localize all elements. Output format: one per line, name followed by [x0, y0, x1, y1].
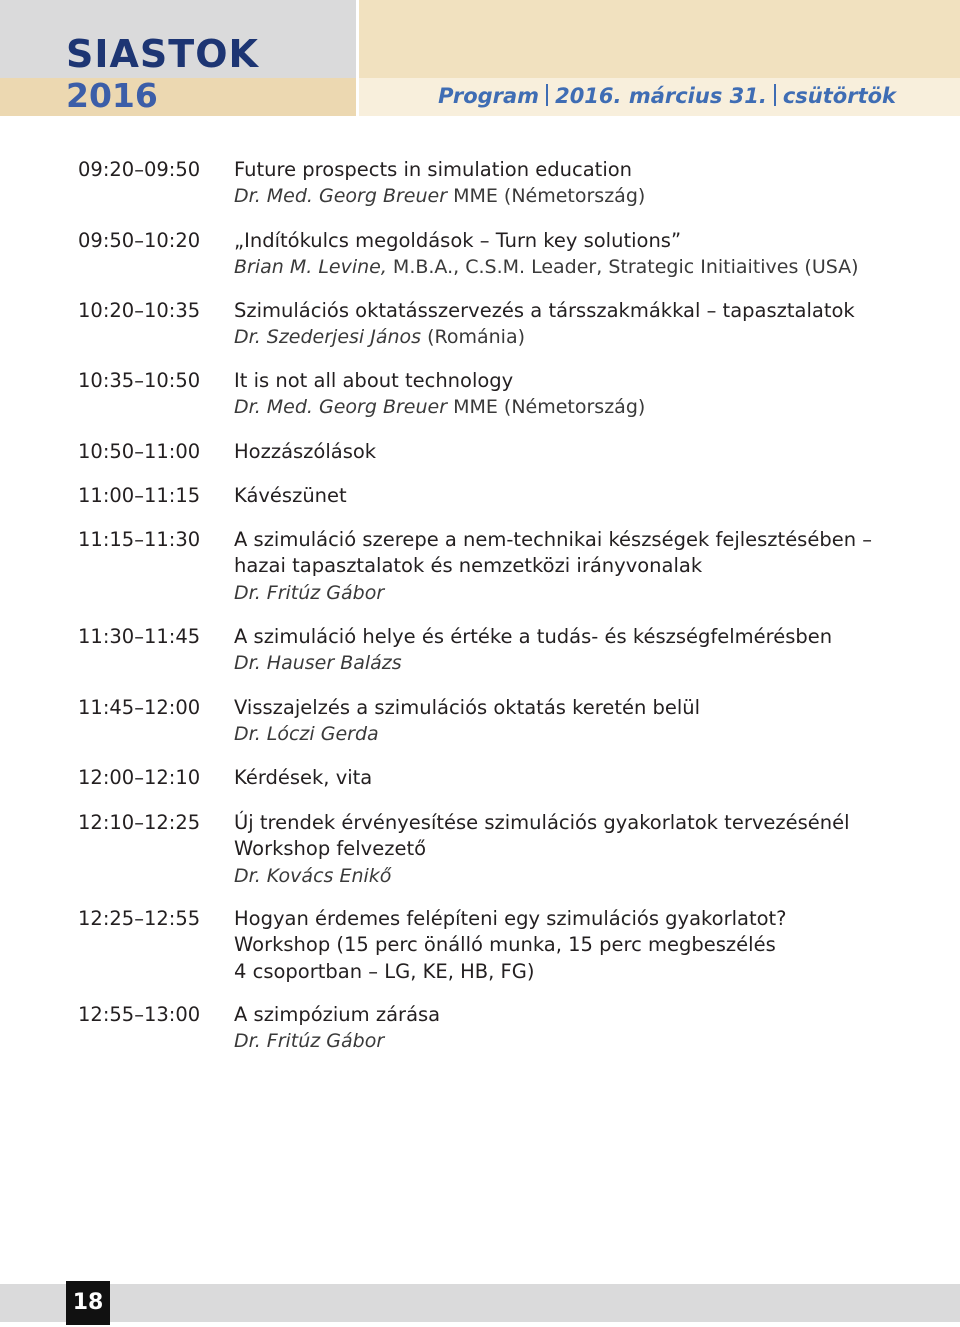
session-speaker	[234, 254, 914, 280]
session-content	[234, 483, 914, 509]
session-speaker	[234, 721, 914, 747]
speaker-affiliation: MME (Németország)	[447, 185, 646, 208]
footer-bar	[0, 1284, 960, 1322]
session-title-line: Kérdések, vita	[234, 766, 373, 789]
session-title-line: Visszajelzés a szimulációs oktatás keretén belül	[234, 696, 701, 719]
separator-bar	[774, 84, 776, 106]
speaker-affiliation: (Románia)	[421, 326, 526, 349]
speaker-name: Dr. Szederjesi János	[234, 326, 422, 349]
speaker-affiliation: M.B.A., C.S.M. Leader, Strategic Initiaitives (USA)	[386, 256, 859, 279]
session-content	[234, 439, 914, 465]
session-title-line: Hogyan érdemes felépíteni egy szimulációs gyakorlatot?	[234, 907, 787, 930]
speaker-name: Dr. Med. Georg Breuer	[234, 185, 448, 208]
session-content	[234, 298, 914, 350]
session-content	[234, 368, 914, 420]
header-band-bottom-left	[0, 78, 356, 116]
session-title-line: Workshop (15 perc önálló munka, 15 perc megbeszélés	[234, 933, 776, 957]
time-slot: 12:55–13:00	[78, 1003, 201, 1026]
brand-year: 2016	[66, 76, 158, 115]
program-date: 2016. március 31.	[555, 84, 767, 108]
session-speaker	[234, 324, 914, 350]
session-speaker	[234, 1028, 914, 1054]
separator-bar	[546, 84, 548, 106]
session-speaker	[234, 394, 914, 420]
time-slot: 11:00–11:15	[78, 484, 201, 507]
session-content	[234, 624, 914, 676]
session-title-line: Future prospects in simulation education	[234, 158, 633, 181]
session-speaker	[234, 863, 914, 889]
header-band-top-right	[356, 0, 960, 78]
session-speaker	[234, 650, 914, 676]
time-slot: 12:25–12:55	[78, 907, 201, 930]
session-content	[234, 906, 914, 985]
program-date-line	[438, 82, 896, 110]
time-slot: 11:45–12:00	[78, 696, 201, 719]
speaker-name: Dr. Fritúz Gábor	[234, 1030, 385, 1053]
session-speaker	[234, 183, 914, 209]
session-title-line: A szimuláció szerepe a nem-technikai készségek fejlesztésében –	[234, 528, 873, 551]
session-title-line: hazai tapasztalatok és nemzetközi irányvonalak	[234, 554, 703, 578]
speaker-name: Dr. Lóczi Gerda	[234, 723, 379, 746]
session-title-line: Hozzászólások	[234, 440, 377, 463]
time-slot: 12:10–12:25	[78, 811, 201, 834]
time-slot: 09:50–10:20	[78, 229, 201, 252]
session-content	[234, 1002, 914, 1054]
time-slot: 10:20–10:35	[78, 299, 201, 322]
time-slot: 09:20–09:50	[78, 158, 201, 181]
time-slot: 11:30–11:45	[78, 625, 201, 648]
header-divider	[356, 0, 359, 116]
session-content	[234, 810, 914, 889]
speaker-name: Dr. Hauser Balázs	[234, 652, 402, 675]
session-content	[234, 157, 914, 209]
session-title-line: Szimulációs oktatásszervezés a társszakmákkal – tapasztalatok	[234, 299, 855, 322]
session-title-line: Kávészünet	[234, 484, 347, 507]
session-content	[234, 527, 914, 606]
session-title-line: A szimpózium zárása	[234, 1003, 441, 1026]
session-title-line: A szimuláció helye és értéke a tudás- és készségfelmérésben	[234, 625, 833, 648]
session-title-line: Workshop felvezető	[234, 837, 427, 861]
time-slot: 11:15–11:30	[78, 528, 201, 551]
time-slot: 12:00–12:10	[78, 766, 201, 789]
session-speaker	[234, 580, 914, 606]
session-title-line: It is not all about technology	[234, 369, 514, 392]
session-title-line: „Indítókulcs megoldások – Turn key solutions”	[234, 229, 682, 252]
speaker-affiliation: MME (Németország)	[447, 396, 646, 419]
brand-title: SIASTOK	[66, 32, 259, 76]
speaker-name: Brian M. Levine,	[234, 256, 387, 279]
session-title-line: Új trendek érvényesítése szimulációs gyakorlatok tervezésénél	[234, 811, 850, 834]
session-content	[234, 765, 914, 791]
session-title-line: 4 csoportban – LG, KE, HB, FG)	[234, 959, 535, 983]
program-label: Program	[438, 84, 540, 108]
time-slot: 10:50–11:00	[78, 440, 201, 463]
speaker-name: Dr. Fritúz Gábor	[234, 581, 385, 604]
session-content	[234, 695, 914, 747]
program-weekday: csütörtök	[782, 84, 896, 108]
session-content	[234, 228, 914, 280]
speaker-name: Dr. Kovács Enikő	[234, 864, 392, 887]
page-number: 18	[72, 1290, 104, 1315]
time-slot: 10:35–10:50	[78, 369, 201, 392]
speaker-name: Dr. Med. Georg Breuer	[234, 396, 448, 419]
